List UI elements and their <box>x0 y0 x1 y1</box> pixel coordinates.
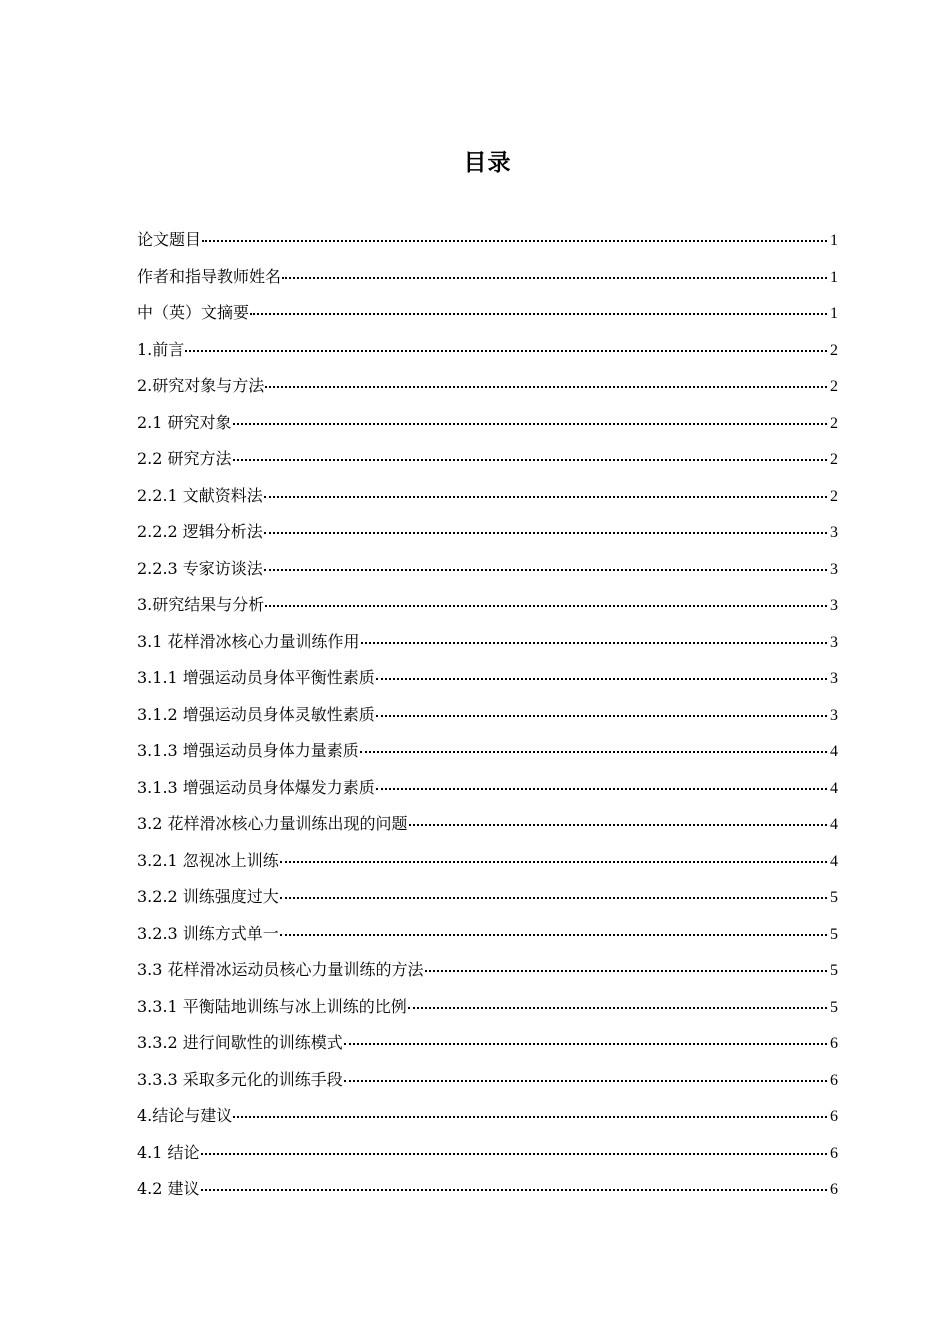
toc-entry-page-number: 3 <box>830 560 838 578</box>
toc-entry-page-number: 6 <box>830 1071 838 1089</box>
dot-leader <box>376 678 827 680</box>
dot-leader <box>282 277 827 279</box>
dot-leader <box>376 788 827 790</box>
toc-entry-title: 3.1.1 增强运动员身体平衡性素质 <box>137 668 375 687</box>
toc-entry-title: 4.结论与建议 <box>137 1106 233 1125</box>
toc-entry-page-number: 2 <box>830 341 838 359</box>
toc-entry-page-number: 5 <box>830 962 838 979</box>
dot-leader <box>376 715 827 717</box>
toc-entry-page-number: 6 <box>830 1108 838 1125</box>
dot-leader <box>233 1116 827 1118</box>
toc-entry-page-number: 6 <box>830 1035 838 1052</box>
toc-entry[interactable] <box>137 587 838 624</box>
dot-leader <box>265 605 827 607</box>
dot-leader <box>344 1043 827 1045</box>
dot-leader <box>233 459 827 461</box>
dot-leader <box>233 423 827 425</box>
toc-entry-page-number: 4 <box>830 779 838 797</box>
dot-leader <box>425 970 827 972</box>
toc-entry-title: 2.研究对象与方法 <box>137 376 265 395</box>
dot-leader <box>361 642 827 644</box>
toc-entry-page-number: 1 <box>830 232 838 249</box>
dot-leader <box>408 1007 827 1009</box>
toc-entry-page-number: 6 <box>830 1181 838 1198</box>
toc-entry-title: 2.1 研究对象 <box>137 412 232 432</box>
toc-entry-title: 2.2.1 文献资料法 <box>137 485 263 505</box>
table-of-contents <box>137 222 838 1208</box>
toc-entry-page-number: 2 <box>830 378 838 395</box>
toc-entry-title: 3.3.2 进行间歇性的训练模式 <box>137 1033 343 1052</box>
toc-entry-page-number: 3 <box>830 524 838 541</box>
dot-leader <box>360 751 827 753</box>
dot-leader <box>201 1189 827 1191</box>
dot-leader <box>280 861 827 863</box>
toc-entry-title: 1.前言 <box>137 339 185 359</box>
toc-entry-title: 2.2.2 逻辑分析法 <box>137 522 263 541</box>
toc-entry-page-number: 3 <box>830 706 838 724</box>
toc-entry[interactable] <box>137 405 838 442</box>
toc-entry-page-number: 1 <box>830 305 838 322</box>
dot-leader <box>280 934 827 936</box>
toc-entry[interactable] <box>137 952 838 989</box>
toc-entry-page-number: 1 <box>830 268 838 286</box>
toc-entry[interactable] <box>137 733 838 770</box>
toc-entry[interactable] <box>137 441 838 478</box>
toc-entry-title: 3.2.3 训练方式单一 <box>137 923 279 943</box>
toc-entry-page-number: 3 <box>830 597 838 614</box>
toc-entry[interactable] <box>137 660 838 697</box>
toc-entry-title: 3.2 花样滑冰核心力量训练出现的问题 <box>137 814 408 833</box>
toc-entry-title: 3.研究结果与分析 <box>137 595 265 614</box>
dot-leader <box>264 532 827 534</box>
page-title: 目录 <box>463 150 512 176</box>
toc-entry-page-number: 6 <box>830 1144 838 1162</box>
toc-entry-page-number: 3 <box>830 670 838 687</box>
toc-entry-title: 3.3.1 平衡陆地训练与冰上训练的比例 <box>137 996 407 1016</box>
dot-leader <box>202 240 827 242</box>
toc-entry[interactable] <box>137 697 838 734</box>
toc-entry-title: 3.1 花样滑冰核心力量训练作用 <box>137 631 360 651</box>
toc-entry-page-number: 5 <box>830 925 838 943</box>
toc-entry-title: 2.2 研究方法 <box>137 449 232 468</box>
toc-entry-title: 3.1.2 增强运动员身体灵敏性素质 <box>137 704 375 724</box>
toc-entry-page-number: 2 <box>830 451 838 468</box>
toc-entry-title: 3.3.3 采取多元化的训练手段 <box>137 1069 343 1089</box>
toc-entry-title: 作者和指导教师姓名 <box>137 266 282 286</box>
toc-entry-title: 3.1.3 增强运动员身体力量素质 <box>137 741 359 760</box>
toc-entry-title: 中（英）文摘要 <box>137 303 250 322</box>
toc-entry-title: 4.2 建议 <box>137 1179 200 1198</box>
toc-entry[interactable] <box>137 259 838 296</box>
toc-entry[interactable] <box>137 843 838 880</box>
dot-leader <box>409 824 827 826</box>
toc-entry-title: 3.1.3 增强运动员身体爆发力素质 <box>137 777 375 797</box>
toc-entry-title: 4.1 结论 <box>137 1142 200 1162</box>
toc-entry-title: 3.2.1 忽视冰上训练 <box>137 850 279 870</box>
toc-entry-page-number: 2 <box>830 487 838 505</box>
dot-leader <box>264 496 827 498</box>
toc-entry[interactable] <box>137 1171 838 1208</box>
toc-entry-page-number: 4 <box>830 816 838 833</box>
toc-entry[interactable] <box>137 879 838 916</box>
dot-leader <box>344 1080 827 1082</box>
toc-entry[interactable] <box>137 551 838 588</box>
toc-entry[interactable] <box>137 624 838 661</box>
toc-entry[interactable] <box>137 478 838 515</box>
dot-leader <box>264 569 827 571</box>
toc-entry[interactable] <box>137 1098 838 1135</box>
toc-entry[interactable] <box>137 222 838 259</box>
toc-entry[interactable] <box>137 1062 838 1099</box>
toc-entry-page-number: 2 <box>830 414 838 432</box>
toc-entry[interactable] <box>137 916 838 953</box>
dot-leader <box>201 1153 827 1155</box>
dot-leader <box>185 350 827 352</box>
toc-entry-title: 2.2.3 专家访谈法 <box>137 558 263 578</box>
toc-entry[interactable] <box>137 1135 838 1172</box>
toc-entry[interactable] <box>137 368 838 405</box>
toc-entry-page-number: 4 <box>830 743 838 760</box>
toc-entry-page-number: 4 <box>830 852 838 870</box>
toc-entry-page-number: 5 <box>830 998 838 1016</box>
dot-leader <box>280 897 827 899</box>
toc-entry-title: 论文题目 <box>137 230 202 249</box>
toc-entry[interactable] <box>137 1025 838 1062</box>
toc-entry[interactable] <box>137 332 838 369</box>
toc-entry[interactable] <box>137 989 838 1026</box>
toc-entry-title: 3.3 花样滑冰运动员核心力量训练的方法 <box>137 960 424 979</box>
toc-entry[interactable] <box>137 806 838 843</box>
dot-leader <box>250 313 827 315</box>
toc-entry[interactable] <box>137 770 838 807</box>
toc-entry-title: 3.2.2 训练强度过大 <box>137 887 279 906</box>
toc-entry[interactable] <box>137 514 838 551</box>
dot-leader <box>265 386 827 388</box>
toc-entry-page-number: 3 <box>830 633 838 651</box>
toc-entry[interactable] <box>137 295 838 332</box>
toc-entry-page-number: 5 <box>830 889 838 906</box>
